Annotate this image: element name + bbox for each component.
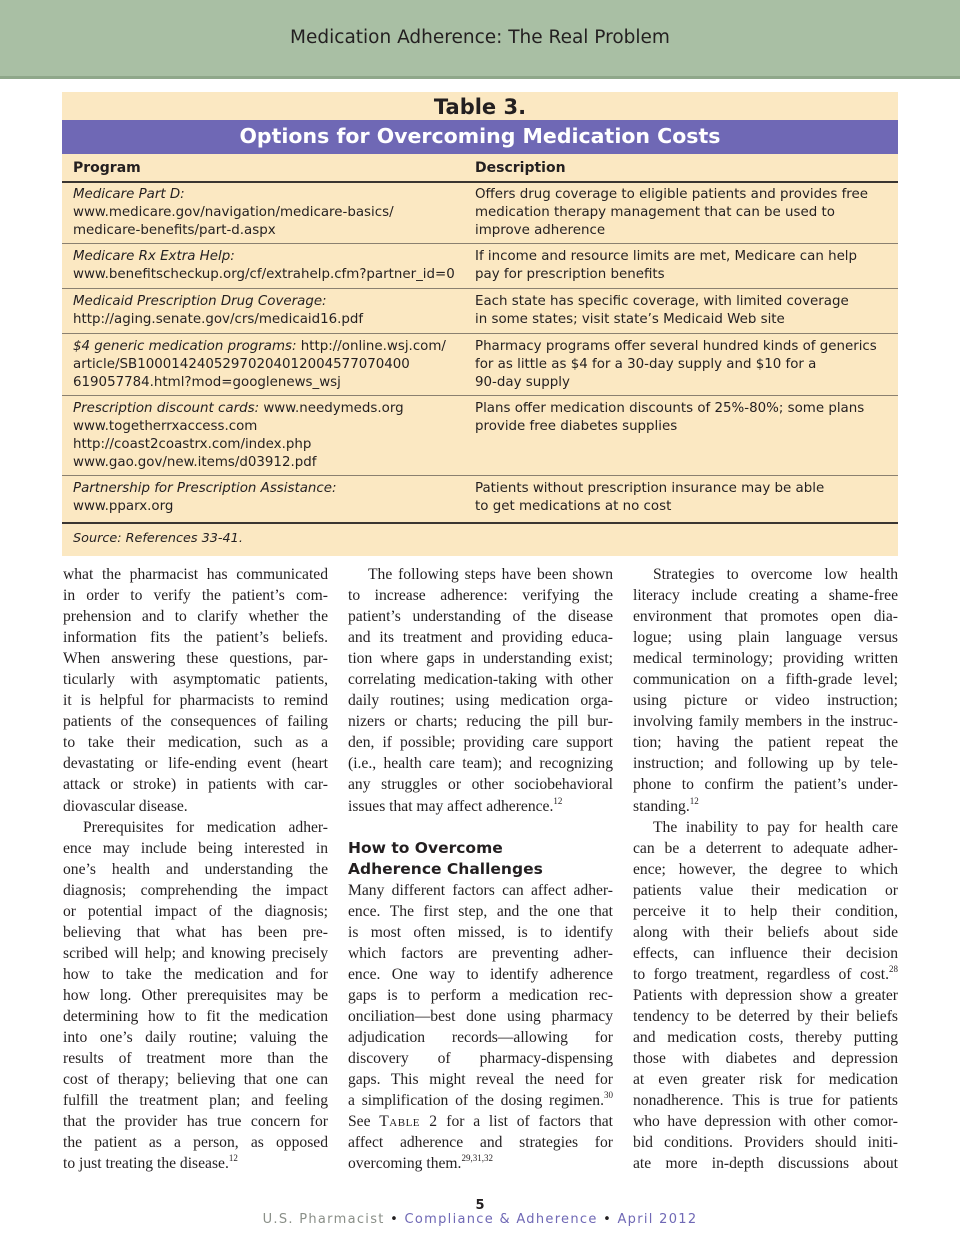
table-row-description: Each state has specific coverage, with limited coverage in some states; visit state’s Medicaid Web site — [475, 294, 849, 327]
reference-superscript: 12 — [228, 1153, 238, 1164]
reference-superscript: 30 — [604, 1090, 613, 1101]
section-subhead: Adherence Challenges — [348, 859, 543, 878]
table-row-program: Medicare Rx Extra Help: www.benefitscheckup.org/cf/extrahelp.cfm?partner_id=0 — [73, 249, 455, 282]
footer-date: April 2012 — [617, 1212, 698, 1227]
row-divider — [62, 243, 898, 244]
table-row-description: If income and resource limits are met, Medicare can help pay for prescription benefits — [475, 249, 858, 282]
reference-superscript: 29,31,32 — [461, 1153, 493, 1164]
header-rule — [62, 181, 898, 183]
table-2-reference: Table 2 — [379, 1113, 438, 1131]
column-header-program: Program — [73, 160, 141, 176]
body-column-3: Strategies to overcome low health literacy include creating a shame-free environment that promotes open dia- logue; using plain language versus medical terminology; providing written communication on a fifth-grade level; using picture or video instruction; involving family members in the instruc- tion; having the patient repeat the instruction; and following up by tele- phone to confirm the patient’s under- standing.$^{12}$ The inability to pay for health care can be a deterrent to adequate adher- ence; however, the degree to which patients value their medication or perceive it to help their condition, along with their beliefs about side effects, can influence their decision to forgo treatment, regardless of cost.$^{28}$ Patients with depression show a greater tendency to be deterred by their beliefs and medication costs, thereby putting those with diabetes and depression at even greater risk for medication nonadherence. This is true for patients who have depression with other comor- bid conditions. Providers should initi- ate more in-depth discussions about — [633, 566, 898, 1173]
table-row-description: Plans offer medication discounts of 25%-80%; some plans provide free diabetes supplies — [475, 401, 865, 434]
section-subhead: How to Overcome — [348, 838, 503, 857]
column-header-description: Description — [475, 160, 566, 176]
reference-superscript: 12 — [689, 795, 699, 806]
table-title: Options for Overcoming Medication Costs — [239, 124, 721, 148]
table-row-description: Patients without prescription insurance may be able to get medications at no cost — [475, 481, 825, 514]
table-row-description: Offers drug coverage to eligible patients and provides free medication therapy management that can be used to improve adherence — [475, 187, 868, 238]
table-row-description: Pharmacy programs offer several hundred kinds of generics for as little as $4 for a 30-day supply and $10 for a 90-day supply — [475, 339, 877, 390]
footer-section: Compliance & Adherence — [404, 1212, 598, 1227]
footer-separator: • — [390, 1212, 400, 1227]
body-column-1: what the pharmacist has communicated in order to verify the patient’s com- prehension and to clarify whether the information fits the patient’s beliefs. When answering these questions, par- ticularly with asymptomatic patients, it is helpful for pharmacists to remind patients of the consequences of failing to take their medication, such as a devastating or life-ending event (heart attack or stroke) in patients with car- diovascular disease. Prerequisites for medication adher- ence may include being interested in one’s health and understanding the diagnosis; comprehending the impact or potential impact of the diagnosis; believing that what has been pre- scribed will help; and knowing precisely how to take the medication and for how long. Other prerequisites may be determining how to fit the medication into one’s daily routine; valuing the results of treatment more than the cost of therapy; believing that one can fulfill the treatment plan; and feeling that the provider has true concern for the patient as a person, as opposed to just treating the disease.$^{12}$ — [63, 566, 328, 1173]
row-divider — [62, 395, 898, 396]
reference-superscript: 28 — [889, 963, 898, 974]
reference-superscript: 12 — [553, 795, 563, 806]
table-row-program: Medicaid Prescription Drug Coverage: http://aging.senate.gov/crs/medicaid16.pdf — [73, 294, 364, 327]
table-number: Table 3. — [433, 95, 527, 119]
running-footer — [0, 1212, 960, 1227]
row-divider — [62, 333, 898, 334]
page-number: 5 — [475, 1198, 485, 1213]
row-divider — [62, 288, 898, 289]
footer-separator: • — [603, 1212, 613, 1227]
footer-publication: U.S. Pharmacist — [262, 1212, 385, 1227]
table-source-note: Source: References 33-41. — [73, 531, 243, 546]
table-row-program: Medicare Part D: www.medicare.gov/navigation/medicare-basics/ medicare-benefits/part-d.aspx — [73, 187, 394, 238]
running-header-title: Medication Adherence: The Real Problem — [290, 27, 670, 48]
body-column-2: The following steps have been shown to increase adherence: verifying the patient’s understanding of the disease and its treatment and providing educa- tion where gaps in understanding exist; correlating medication-taking with other daily routines; using medication orga- nizers or charts; reducing the pill bur- den, if possible; providing care support (i.e., health care team); and recognizing any struggles or other sociobehavioral issues that may affect adherence.$^{12}$ How to Overcome Adherence Challenges Many different factors can affect adher- ence. The first step, and the one that is most often missed, is to identify which factors are preventing adher- ence. One way to identify adherence gaps is to perform a medication rec- onciliation—best done using pharmacy adjudication records—allowing for discovery of pharmacy-dispensing gaps. This might reveal the need for a simplification of the dosing regimen.$^{30}$ See Table 2 for a list of factors that affect adherence and strategies for overcoming them.$^{29,31,32}$ — [348, 566, 613, 1173]
table-bottom-rule — [62, 522, 898, 524]
table-row-program: Prescription discount cards: www.needymeds.org www.togetherrxaccess.com http://coast2coastrx.com/index.php www.gao.gov/new.items/d03912.pdf — [73, 401, 404, 470]
table-row-program: Partnership for Prescription Assistance: www.pparx.org — [73, 481, 337, 514]
row-divider — [62, 475, 898, 476]
table-row-program: $4 generic medication programs: http://online.wsj.com/ article/SB10001424052970204012004577070400 619057784.html?mod=googlenews_wsj — [73, 339, 446, 390]
